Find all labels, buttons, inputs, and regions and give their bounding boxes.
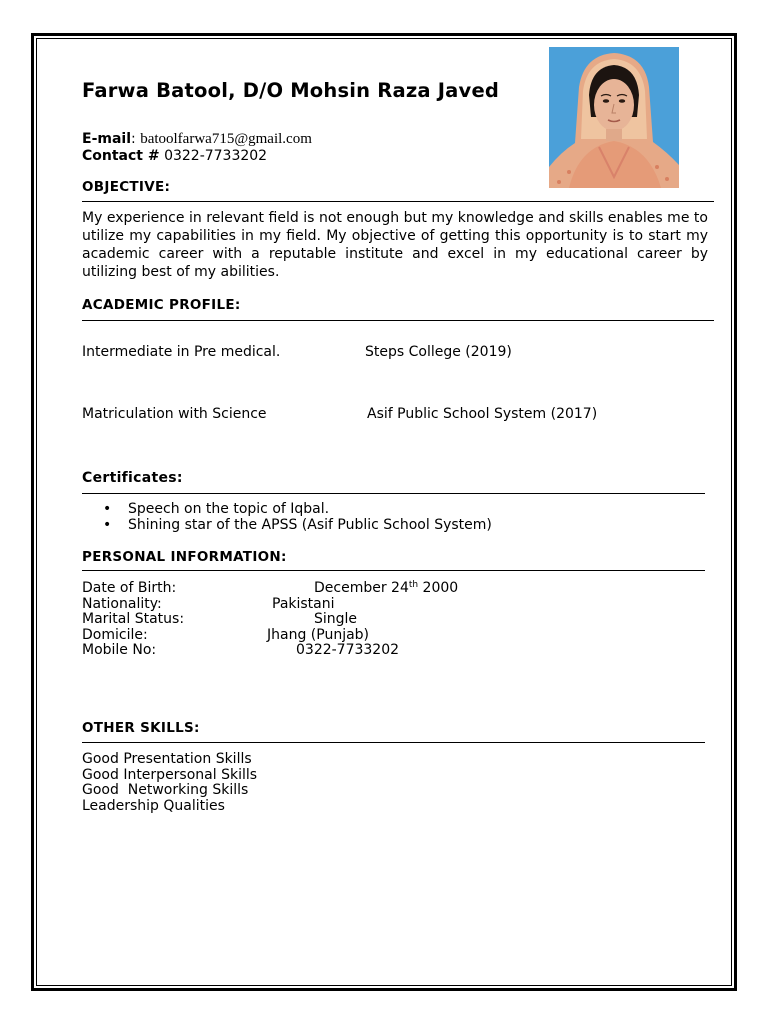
domicile-label: Domicile:: [82, 627, 148, 643]
contact-line: [82, 148, 267, 164]
skills-divider: [82, 742, 705, 743]
skill-item: Leadership Qualities: [82, 798, 225, 814]
objective-heading: OBJECTIVE:: [82, 179, 171, 195]
dob-value: [314, 580, 458, 596]
skill-item: Good Interpersonal Skills: [82, 767, 258, 783]
certificates-heading: Certificates:: [82, 470, 183, 486]
skill-item: Good Presentation Skills: [82, 751, 252, 767]
email-value[interactable]: batoolfarwa715@gmail.com: [140, 131, 312, 147]
dob-value-sup: th: [408, 580, 419, 590]
domicile-value: Jhang (Punjab): [267, 627, 370, 643]
academic-institute-2: Asif Public School System (2017): [367, 406, 598, 422]
objective-divider: [82, 201, 714, 202]
mobile-value: 0322-7733202: [296, 642, 400, 658]
objective-text: My experience in relevant field is not enough but my knowledge and skills enables me to utilize my capabilities in my field. My objective of getting this opportunity is to start my academic career with a reputable institute and excel in my educational career by utilizing best of my abilities.: [82, 210, 708, 280]
email-label: E-mail: [82, 131, 132, 147]
certificates-divider: [82, 493, 705, 494]
dob-value-main: December 24: [314, 580, 409, 596]
certificates-list: [82, 502, 492, 533]
academic-degree-2: Matriculation with Science: [82, 406, 267, 422]
marital-label: Marital Status:: [82, 611, 185, 627]
profile-photo-illustration: [549, 47, 679, 188]
profile-photo: [549, 47, 679, 188]
academic-heading: ACADEMIC PROFILE:: [82, 297, 241, 313]
dob-value-year: 2000: [418, 580, 459, 596]
personal-heading: PERSONAL INFORMATION:: [82, 549, 287, 565]
email-line: E-mail: batoolfarwa715@gmail.com: [82, 131, 312, 147]
candidate-name: Farwa Batool, D/O Mohsin Raza Javed: [82, 79, 500, 102]
nationality-value: Pakistani: [272, 596, 335, 612]
skills-heading: OTHER SKILLS:: [82, 720, 200, 736]
mobile-label: Mobile No:: [82, 642, 157, 658]
academic-divider: [82, 320, 714, 321]
marital-value: Single: [314, 611, 358, 627]
contact-label: Contact #: [82, 148, 160, 164]
nationality-label: Nationality:: [82, 596, 162, 612]
contact-value: 0322-7733202: [164, 148, 268, 164]
personal-divider: [82, 570, 705, 571]
academic-degree-1: Intermediate in Pre medical.: [82, 344, 281, 360]
certificate-item: • Speech on the topic of Iqbal.: [82, 502, 492, 518]
skill-item: Good Networking Skills: [82, 782, 249, 798]
dob-label: Date of Birth:: [82, 580, 177, 596]
academic-institute-1: Steps College (2019): [365, 344, 512, 360]
certificate-item: • Shining star of the APSS (Asif Public School System): [82, 518, 492, 534]
